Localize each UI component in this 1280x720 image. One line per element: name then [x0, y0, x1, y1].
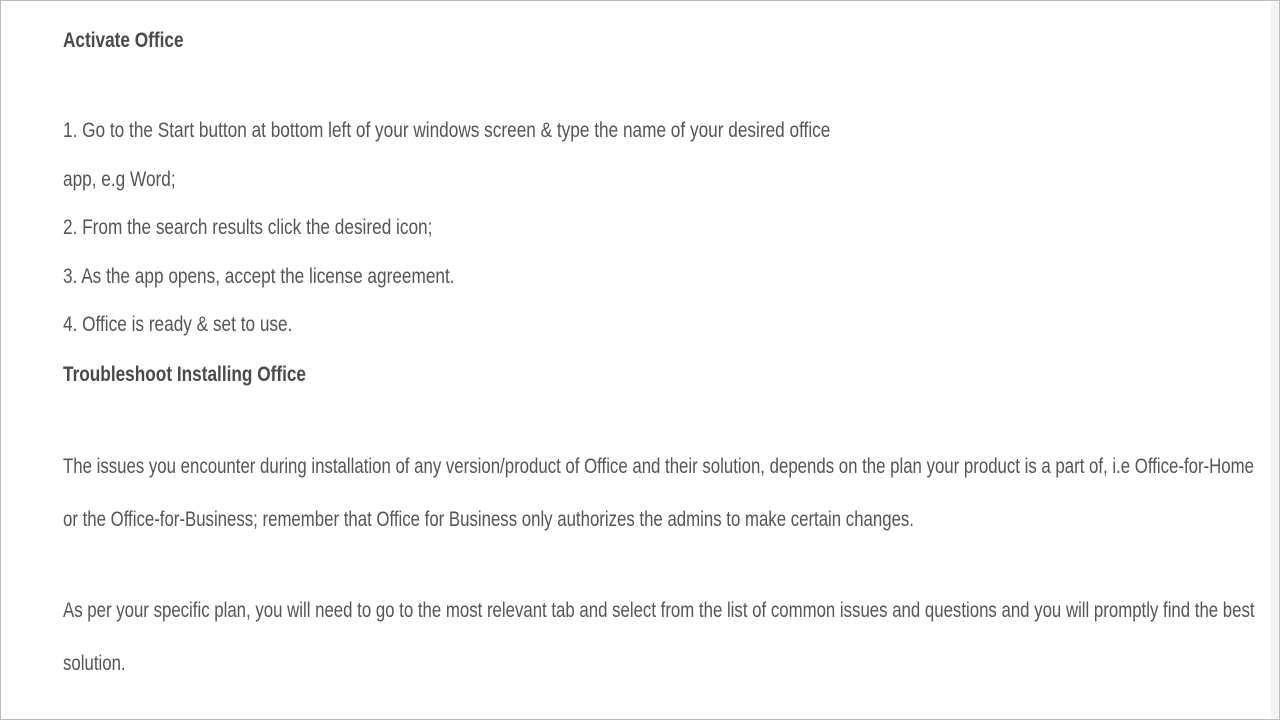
activate-step-3: 3. As the app opens, accept the license agreement.	[63, 265, 455, 288]
activate-step-2: 2. From the search results click the desired icon;	[63, 216, 433, 239]
activate-office-heading: Activate Office	[63, 29, 184, 52]
troubleshoot-paragraph-1-line-2: or the Office-for-Business; remember that Office for Business only authorizes the admins to make certain changes.	[63, 508, 914, 531]
troubleshoot-paragraph-2-line-1: As per your specific plan, you will need to go to the most relevant tab and select from the list of common issues and questions and you will promptly find the best	[63, 599, 1255, 622]
scrollbar-track[interactable]	[1271, 1, 1279, 719]
activate-step-1-line-1: 1. Go to the Start button at bottom left of your windows screen & type the name of your desired office	[63, 119, 831, 142]
troubleshoot-paragraph-1-line-1: The issues you encounter during installation of any version/product of Office and their solution, depends on the plan your product is a part of, i.e Office-for-Home	[63, 455, 1254, 478]
troubleshoot-heading: Troubleshoot Installing Office	[63, 363, 307, 386]
activate-step-4: 4. Office is ready & set to use.	[63, 313, 293, 336]
troubleshoot-paragraph-2-line-2: solution.	[63, 652, 126, 675]
activate-step-1-line-2: app, e.g Word;	[63, 168, 176, 191]
